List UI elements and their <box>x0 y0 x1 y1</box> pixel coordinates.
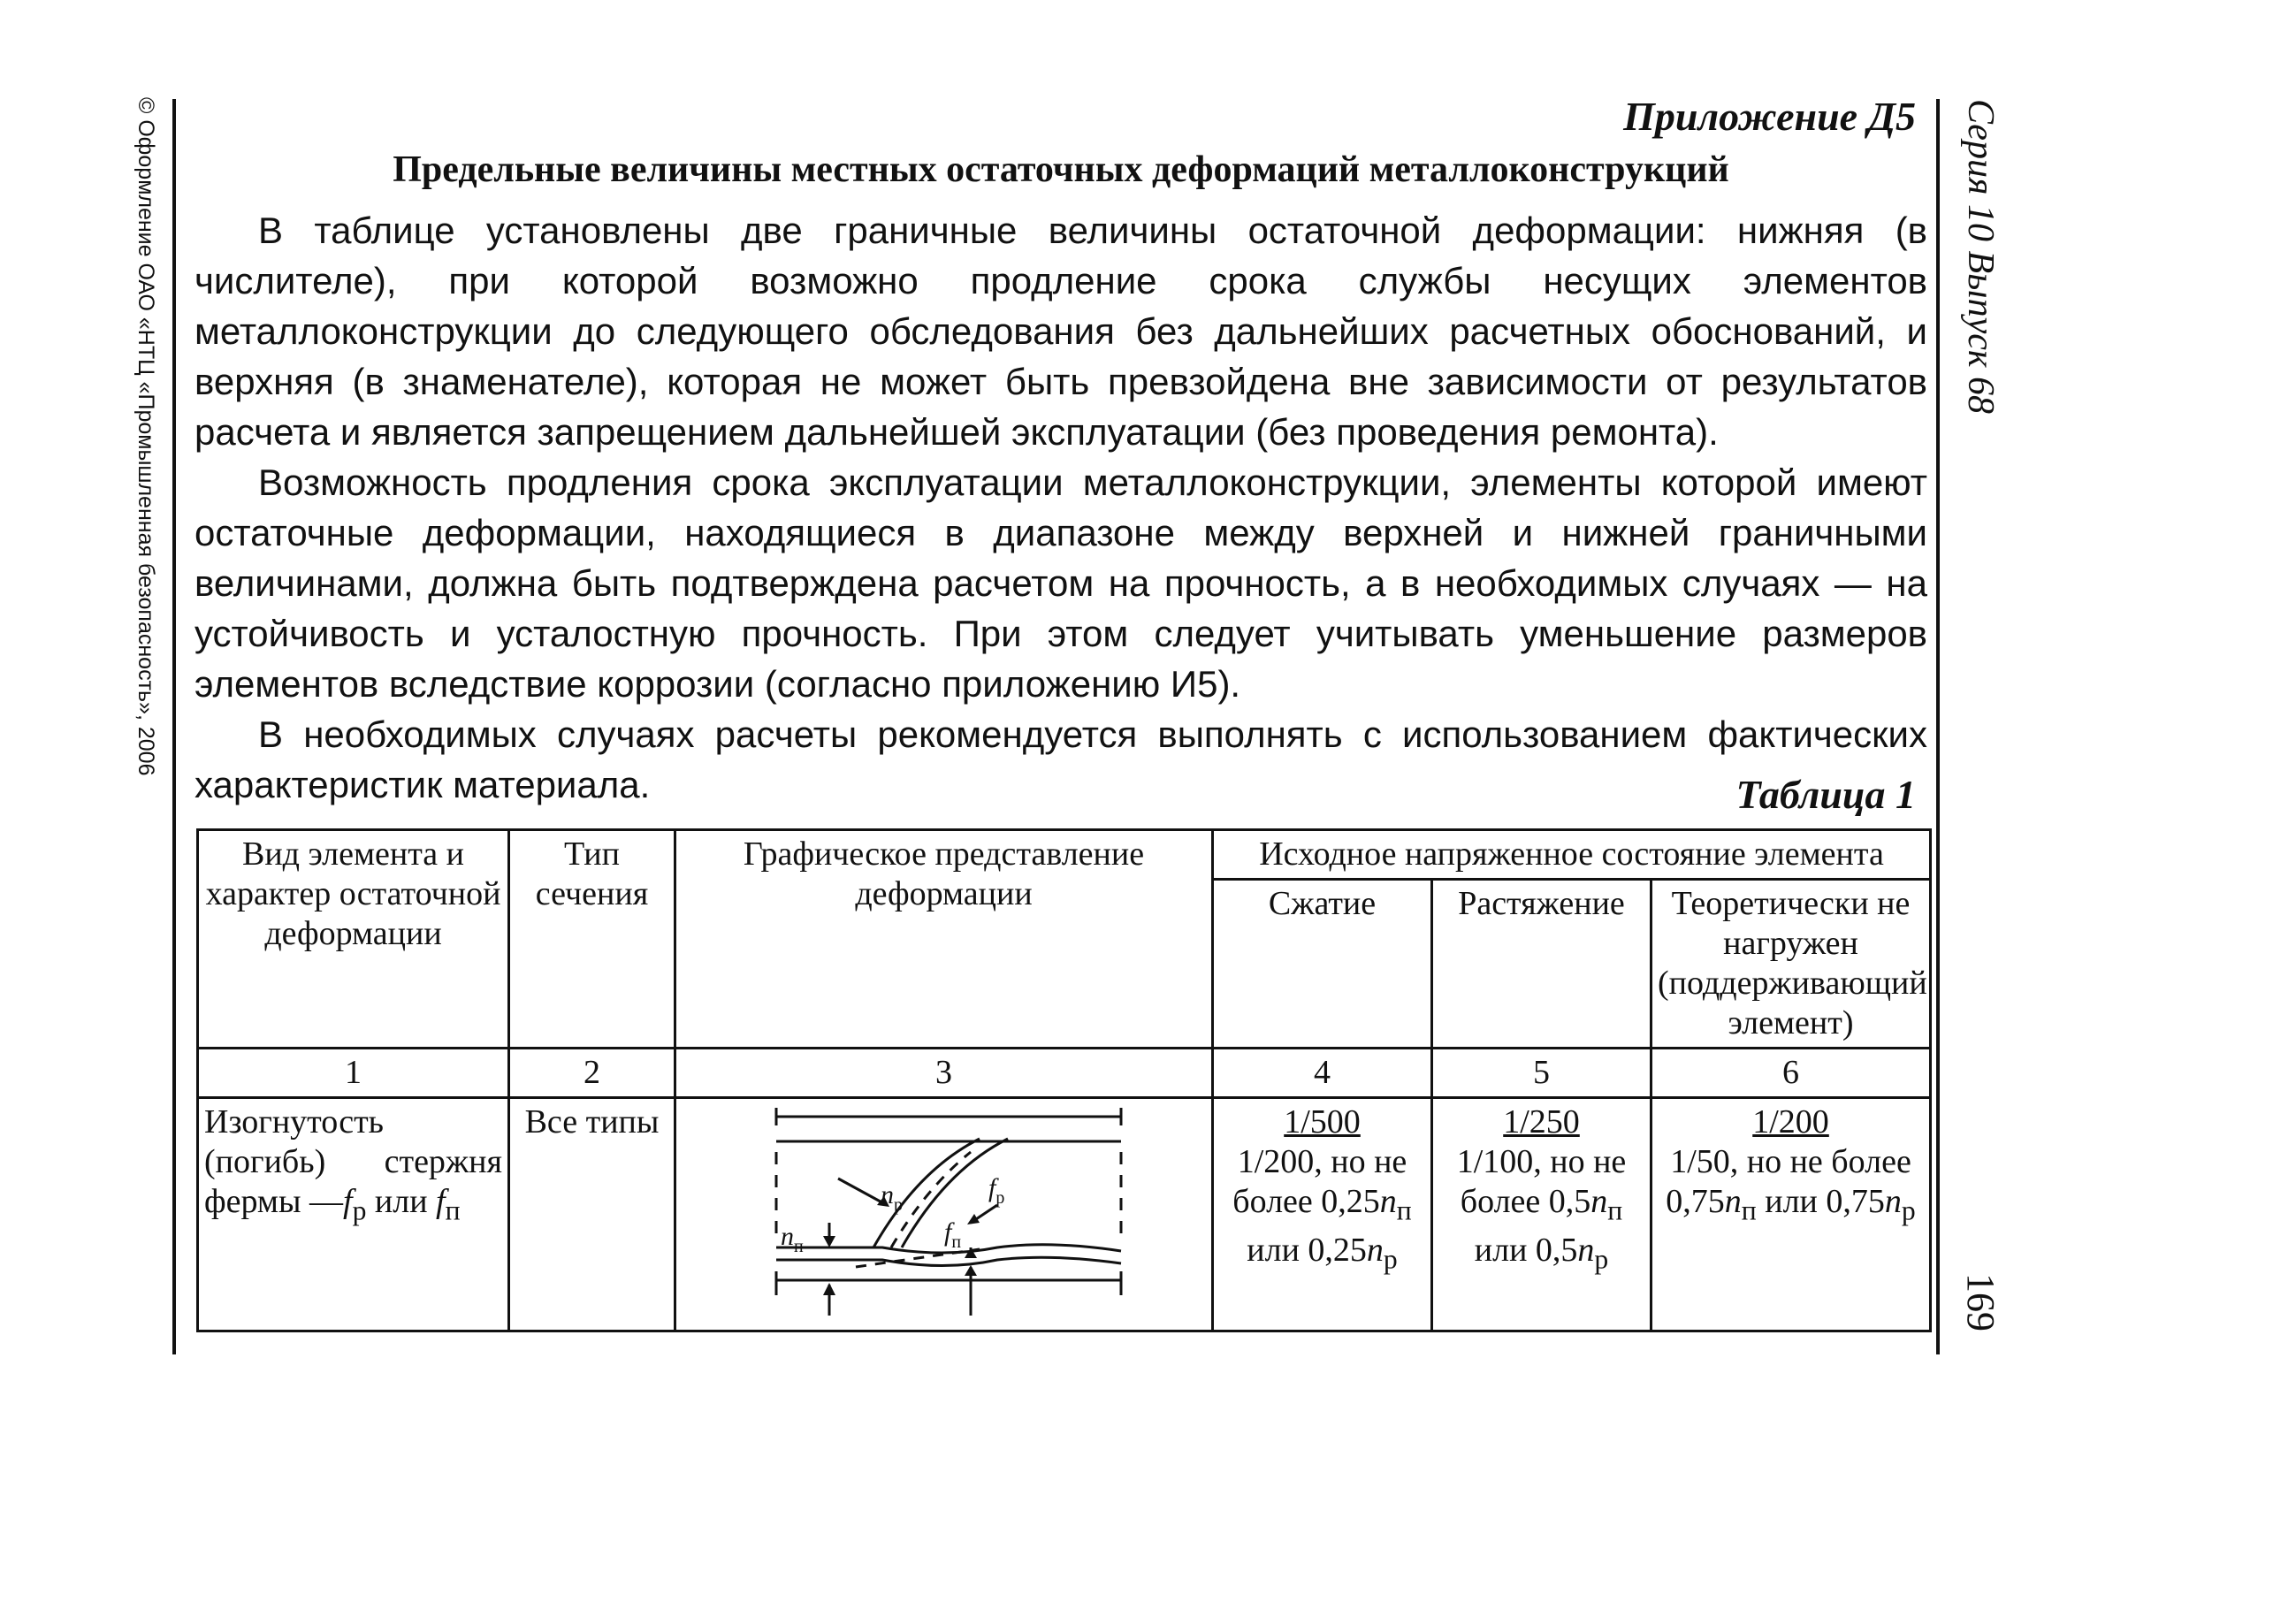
col-number: 4 <box>1213 1049 1432 1098</box>
series-label: Серия 10 Выпуск 68 <box>1960 99 2001 414</box>
upper-limit-text: 1/50, но не более 0,75 <box>1666 1143 1911 1220</box>
deformation-diagram-cell <box>675 1098 1213 1331</box>
symbol-n: n <box>1590 1183 1608 1220</box>
subscript: п <box>1741 1194 1757 1226</box>
subscript: р <box>352 1194 367 1226</box>
table-number-row <box>198 1049 1931 1098</box>
tension-value-cell <box>1432 1098 1651 1331</box>
subscript: п <box>1607 1194 1623 1226</box>
paragraph-1: В таблице установлены две граничные величины остаточной деформации: нижняя (в числителе), при которой возможно продление срока службы несущих элементов металлоконструкции до следующего обследования без дальнейших расчетных обоснований, и верхняя (в знаменателе), которая не может быть превзойдена вне зависимости от результатов расчета и является запрещением дальнейшей эксплуатации (без проведения ремонта). <box>195 210 1927 453</box>
col-number: 1 <box>198 1049 509 1098</box>
upper-limit-text: 1/100, но не более 0,5 <box>1456 1143 1627 1220</box>
right-margin-rule <box>1936 99 1940 1354</box>
subscript: п <box>1396 1194 1412 1226</box>
col-number: 6 <box>1651 1049 1931 1098</box>
page-number: 169 <box>1959 1273 2002 1331</box>
paragraph-2: Возможность продления срока эксплуатации металлоконструкции, элементы которой имеют остаточные деформации, находящиеся в диапазоне между верхней и нижней граничными величинами, должна быть подтверждена расчетом на прочность, а в необходимых случаях — на устойчивость и усталостную прочность. При этом следует учитывать уменьшение размеров элементов вследствие коррозии (согласно приложению И5). <box>195 462 1927 705</box>
upper-limit-text: 1/200, но не более 0,25 <box>1232 1143 1407 1220</box>
symbol-n: n <box>1366 1231 1384 1269</box>
header-compression: Сжатие <box>1213 880 1432 1049</box>
compression-value-cell <box>1213 1098 1432 1331</box>
paragraph-3: В необходимых случаях расчеты рекомендуется выполнять с использованием фактических характеристик материала. <box>195 713 1927 805</box>
body-text <box>195 205 1927 810</box>
subscript: р <box>1383 1243 1398 1275</box>
symbol-n: n <box>1379 1183 1397 1220</box>
copyright-text: © Оформление ОАО «НТЦ «Промышленная безопасность», 2006 <box>133 97 158 776</box>
header-element-type: Вид элемента и характер остаточной деформации <box>198 830 509 1049</box>
col-number: 5 <box>1432 1049 1651 1098</box>
element-description: Изогнутость (погибь) стержня фермы — <box>204 1103 502 1220</box>
symbol-f: f <box>343 1183 353 1220</box>
page-title: Предельные величины местных остаточных деформаций металлоконструкций <box>393 149 1729 190</box>
subscript: п <box>445 1194 461 1226</box>
header-section-type: Тип сечения <box>509 830 675 1049</box>
lower-limit: 1/250 <box>1503 1103 1580 1140</box>
lower-limit: 1/500 <box>1284 1103 1361 1140</box>
appendix-label: Приложение Д5 <box>1623 94 1916 139</box>
header-graphic: Графическое представление деформации <box>675 830 1213 1049</box>
col-number: 3 <box>675 1049 1213 1098</box>
element-type-cell <box>198 1098 509 1331</box>
upper-limit-text: или 0,5 <box>1474 1231 1578 1269</box>
label-fn: $f_п$ <box>943 1217 961 1252</box>
left-margin-rule <box>172 99 176 1354</box>
table-label: Таблица 1 <box>1735 772 1916 817</box>
upper-limit-text: или 0,25 <box>1247 1231 1367 1269</box>
section-type-cell: Все типы <box>509 1098 675 1331</box>
header-unloaded: Теоретически не нагружен (поддерживающий элемент) <box>1651 880 1931 1049</box>
lower-limit: 1/200 <box>1752 1103 1829 1140</box>
label-fp: $f_р$ <box>988 1173 1004 1208</box>
symbol-f: f <box>436 1183 446 1220</box>
label-np: $n_р$ <box>880 1180 903 1215</box>
subscript: р <box>1901 1194 1916 1226</box>
deformation-diagram <box>679 1099 1209 1320</box>
header-stress-state: Исходное напряженное состояние элемента <box>1213 830 1931 880</box>
copyright-strip <box>119 97 172 831</box>
subscript: р <box>1594 1243 1609 1275</box>
upper-limit-text: или 0,75 <box>1756 1183 1885 1220</box>
header-tension: Растяжение <box>1432 880 1651 1049</box>
symbol-n: n <box>1724 1183 1742 1220</box>
table-row <box>198 1098 1931 1331</box>
unloaded-value-cell <box>1651 1098 1931 1331</box>
col-number: 2 <box>509 1049 675 1098</box>
symbol-n: n <box>1884 1183 1902 1220</box>
table-header-row <box>198 830 1931 880</box>
label-nn: $n_п$ <box>780 1222 804 1256</box>
symbol-n: n <box>1577 1231 1595 1269</box>
or-text: или <box>366 1183 437 1220</box>
deformation-table <box>196 828 1932 1332</box>
